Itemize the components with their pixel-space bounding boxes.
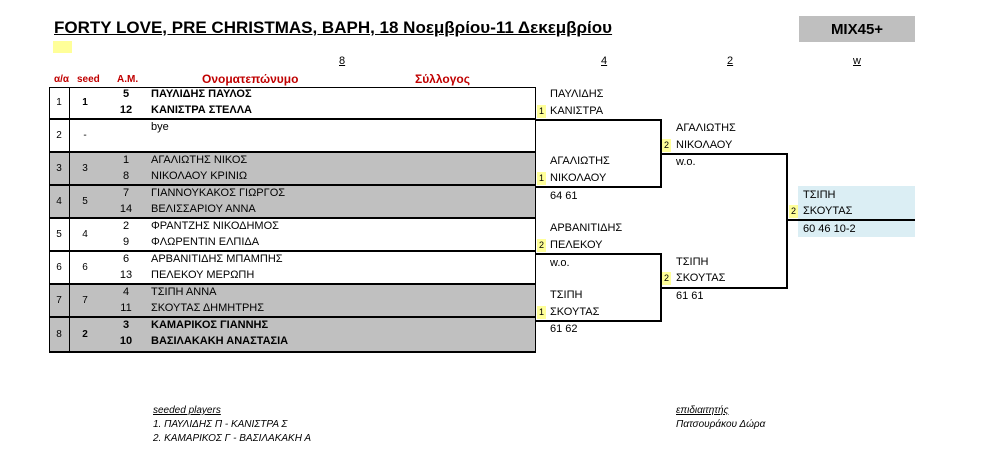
player-name: ΓΙΑΝΝΟΥΚΑΚΟΣ ΓΙΩΡΓΟΣ bbox=[151, 187, 286, 199]
player-name: ΒΑΣΙΛΑΚΑΚΗ ΑΝΑΣΤΑΣΙΑ bbox=[151, 335, 289, 347]
draw-table bbox=[49, 87, 536, 353]
position-number: 7 bbox=[49, 285, 70, 316]
player-name: ΑΡΒΑΝΙΤΙΔΗΣ ΜΠΑΜΠΗΣ bbox=[151, 253, 283, 265]
r2-team-name: ΣΚΟΥΤΑΣ bbox=[550, 306, 600, 318]
r2-team-name: ΑΓΑΛΙΩΤΗΣ bbox=[550, 155, 610, 167]
member-id: 6 bbox=[122, 253, 130, 265]
referee-title: επιδιαιτητής bbox=[676, 405, 729, 416]
player-name: ΤΣΙΠΗ ΑΝΝΑ bbox=[151, 286, 217, 298]
position-number: 6 bbox=[49, 252, 70, 283]
member-id: 7 bbox=[122, 187, 130, 199]
winner-marker: 2 bbox=[663, 140, 669, 150]
bracket-line bbox=[786, 153, 788, 289]
r2-team-name: ΝΙΚΟΛΑΟΥ bbox=[550, 172, 607, 184]
position-number: 2 bbox=[49, 120, 70, 151]
bracket-line bbox=[662, 153, 788, 155]
winner-marker: 2 bbox=[663, 273, 669, 283]
final-score: 60 46 10-2 bbox=[803, 223, 856, 235]
winner-marker: 1 bbox=[538, 307, 544, 317]
r2-team-name: ΤΣΙΠΗ bbox=[550, 289, 583, 301]
member-id: 9 bbox=[122, 236, 130, 248]
r2-team-name: ΠΑΥΛΙΔΗΣ bbox=[550, 88, 604, 100]
player-name: ΠΑΥΛΙΔΗΣ ΠΑΥΛΟΣ bbox=[151, 88, 252, 100]
player-name: ΦΡΑΝΤΖΗΣ ΝΙΚΟΔΗΜΟΣ bbox=[151, 220, 279, 232]
winner-marker: 1 bbox=[538, 173, 544, 183]
player-name: ΑΓΑΛΙΩΤΗΣ ΝΙΚΟΣ bbox=[151, 154, 248, 166]
r2-team-name: ΑΡΒΑΝΙΤΙΔΗΣ bbox=[550, 222, 623, 234]
r3-team-name: ΤΣΙΠΗ bbox=[676, 256, 709, 268]
member-id: 5 bbox=[122, 88, 130, 100]
player-name: ΒΕΛΙΣΣΑΡΙΟΥ ΑΝΝΑ bbox=[151, 203, 256, 215]
table-row bbox=[49, 318, 536, 353]
member-id: 12 bbox=[119, 104, 133, 116]
seed-value: 3 bbox=[82, 163, 88, 174]
position-number: 5 bbox=[49, 219, 70, 250]
r3-team-name: ΣΚΟΥΤΑΣ bbox=[676, 272, 726, 284]
member-id: 1 bbox=[122, 154, 130, 166]
player-name: ΚΑΜΑΡΙΚΟΣ ΓΙΑΝΝΗΣ bbox=[151, 319, 269, 331]
winner-name: ΣΚΟΥΤΑΣ bbox=[803, 205, 853, 217]
col-header-aa: α/α bbox=[54, 74, 70, 85]
col-header-am: Α.Μ. bbox=[117, 74, 139, 85]
category-badge bbox=[799, 16, 915, 42]
seed-value: 7 bbox=[82, 295, 88, 306]
winner-marker: 2 bbox=[790, 206, 796, 216]
position-number: 8 bbox=[49, 318, 70, 351]
r2-team-name: ΚΑΝΙΣΤΡΑ bbox=[550, 105, 604, 117]
r3-team-name: ΝΙΚΟΛΑΟΥ bbox=[676, 139, 733, 151]
member-id: 4 bbox=[122, 286, 130, 298]
member-id: 2 bbox=[122, 220, 130, 232]
member-id: 3 bbox=[122, 319, 130, 331]
seeded-player-2: 2. ΚΑΜΑΡΙΚΟΣ Γ - ΒΑΣΙΛΑΚΑΚΗ Α bbox=[153, 433, 312, 444]
r3-team-name: ΑΓΑΛΙΩΤΗΣ bbox=[676, 122, 736, 134]
member-id: 10 bbox=[119, 335, 133, 347]
seeded-players-title: seeded players bbox=[153, 405, 221, 416]
table-row bbox=[49, 153, 536, 186]
player-name: bye bbox=[151, 121, 169, 133]
col-header-seed: seed bbox=[77, 74, 100, 85]
match-score: 61 62 bbox=[550, 323, 578, 335]
col-header-club: Σύλλογος bbox=[415, 72, 470, 86]
seed-value: 2 bbox=[82, 329, 88, 340]
seed-value: 1 bbox=[82, 97, 88, 108]
winner-marker: 2 bbox=[538, 240, 544, 250]
player-name: ΠΕΛΕΚΟΥ ΜΕΡΩΠΗ bbox=[151, 269, 255, 281]
match-score: 64 61 bbox=[550, 190, 578, 202]
table-row bbox=[49, 219, 536, 252]
bracket-line bbox=[536, 320, 662, 322]
member-id: 13 bbox=[119, 269, 133, 281]
seed-value: - bbox=[83, 130, 87, 141]
player-name: ΦΛΩΡΕΝΤΙΝ ΕΛΠΙΔΑ bbox=[151, 236, 260, 248]
seeded-player-1: 1. ΠΑΥΛΙΔΗΣ Π - ΚΑΝΙΣΤΡΑ Σ bbox=[153, 419, 288, 430]
match-score: w.o. bbox=[676, 156, 696, 168]
round-label-4: 4 bbox=[601, 55, 608, 67]
seed-value: 5 bbox=[82, 196, 88, 207]
round-label-8: 8 bbox=[339, 55, 346, 67]
table-row bbox=[49, 87, 536, 120]
member-id: 14 bbox=[119, 203, 133, 215]
seed-value: 4 bbox=[82, 229, 88, 240]
table-row bbox=[49, 186, 536, 219]
round-label-w: w bbox=[853, 55, 861, 67]
bracket-line bbox=[536, 186, 662, 188]
position-number: 3 bbox=[49, 153, 70, 184]
table-row bbox=[49, 120, 536, 153]
round-label-2: 2 bbox=[727, 55, 734, 67]
col-header-name: Ονοματεπώνυμο bbox=[202, 72, 299, 86]
player-name: ΝΙΚΟΛΑΟΥ ΚΡΙΝΙΩ bbox=[151, 170, 248, 182]
position-number: 4 bbox=[49, 186, 70, 217]
bracket-line bbox=[536, 119, 662, 121]
highlight-cell bbox=[53, 41, 72, 53]
position-number: 1 bbox=[49, 87, 70, 118]
match-score: 61 61 bbox=[676, 290, 704, 302]
referee-name: Πατσουράκου Δώρα bbox=[676, 419, 766, 430]
bracket-line bbox=[536, 253, 662, 255]
winner-marker: 1 bbox=[538, 106, 544, 116]
table-row bbox=[49, 285, 536, 318]
bracket-line bbox=[788, 219, 915, 221]
match-score: w.o. bbox=[550, 257, 570, 269]
page-title: FORTY LOVE, PRE CHRISTMAS, ΒΑΡΗ, 18 Νοεμβρίου-11 Δεκεμβρίου bbox=[54, 18, 613, 37]
member-id: 11 bbox=[120, 302, 132, 314]
player-name: ΣΚΟΥΤΑΣ ΔΗΜΗΤΡΗΣ bbox=[151, 302, 265, 314]
bracket-line bbox=[662, 287, 788, 289]
category-label: MIX45+ bbox=[830, 20, 884, 38]
seed-value: 6 bbox=[82, 262, 88, 273]
r2-team-name: ΠΕΛΕΚΟΥ bbox=[550, 239, 603, 251]
player-name: ΚΑΝΙΣΤΡΑ ΣΤΕΛΛΑ bbox=[151, 104, 253, 116]
member-id: 8 bbox=[122, 170, 130, 182]
winner-name: ΤΣΙΠΗ bbox=[803, 189, 836, 201]
table-row bbox=[49, 252, 536, 285]
